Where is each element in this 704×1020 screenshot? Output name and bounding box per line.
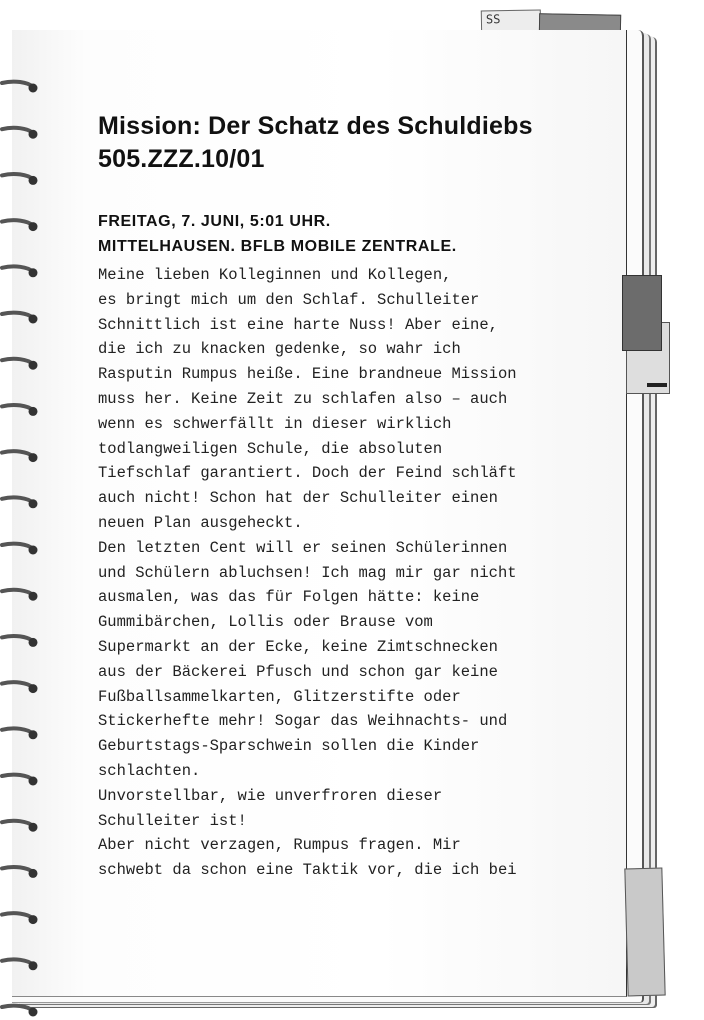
body-line: Stickerhefte mehr! Sogar das Weihnachts- und bbox=[98, 712, 508, 731]
body-line: todlangweiligen Schule, die absoluten bbox=[98, 439, 443, 458]
body-line: Gummibärchen, Lollis oder Brause vom bbox=[98, 613, 433, 632]
body-line: auch nicht! Schon hat der Schulleiter einen bbox=[98, 489, 498, 508]
body-line: Meine lieben Kolleginnen und Kollegen, bbox=[98, 266, 452, 284]
body-line: wenn es schwerfällt in dieser wirklich bbox=[98, 414, 452, 433]
body-line: ausmalen, was das für Folgen hätte: keine bbox=[98, 588, 480, 607]
side-tab-bottom bbox=[624, 868, 665, 997]
body-line: Schnittlich ist eine harte Nuss! Aber eine, bbox=[98, 315, 498, 334]
body-line: Rasputin Rumpus heiße. Eine brandneue Mission bbox=[98, 365, 517, 384]
body-line: Den letzten Cent will er seinen Schülerinnen bbox=[98, 538, 508, 557]
dateline-time: FREITAG, 7. JUNI, 5:01 UHR. bbox=[98, 213, 331, 230]
top-tab-text: SS bbox=[485, 12, 501, 27]
body-line: es bringt mich um den Schlaf. Schulleiter bbox=[98, 290, 480, 309]
page-content bbox=[98, 110, 598, 883]
body-line: Geburtstags-Sparschwein sollen die Kinder bbox=[98, 737, 480, 756]
body-line: Supermarkt an der Ecke, keine Zimtschnecken bbox=[98, 637, 498, 656]
body-line: neuen Plan ausgeheckt. bbox=[98, 513, 303, 532]
body-line: muss her. Keine Zeit zu schlafen also – auch bbox=[98, 389, 508, 408]
body-line: Schulleiter ist! bbox=[98, 811, 247, 830]
body-line: und Schülern abluchsen! Ich mag mir gar nicht bbox=[98, 563, 517, 582]
dateline-place: MITTELHAUSEN. BFLB MOBILE ZENTRALE. bbox=[98, 238, 457, 255]
body-line: Fußballsammelkarten, Glitzerstifte oder bbox=[98, 687, 461, 706]
dateline bbox=[98, 209, 598, 259]
side-tab-dark bbox=[622, 275, 662, 351]
mission-title-line: Mission: Der Schatz des Schuldiebs bbox=[98, 112, 533, 140]
body-line: die ich zu knacken gedenke, so wahr ich bbox=[98, 340, 461, 359]
letter-body bbox=[98, 263, 598, 883]
spiral-binding-icon bbox=[0, 0, 40, 1020]
body-line: schwebt da schon eine Taktik vor, die ich bei bbox=[98, 861, 517, 880]
body-line: schlachten. bbox=[98, 761, 201, 780]
body-line: Tiefschlaf garantiert. Doch der Feind schläft bbox=[98, 464, 517, 483]
body-line: Aber nicht verzagen, Rumpus fragen. Mir bbox=[98, 836, 461, 855]
body-line: Unvorstellbar, wie unverfroren dieser bbox=[98, 786, 443, 805]
body-line: aus der Bäckerei Pfusch und schon gar keine bbox=[98, 662, 498, 681]
mission-code-line: 505.ZZZ.10/01 bbox=[98, 145, 265, 173]
mission-title bbox=[98, 110, 598, 176]
